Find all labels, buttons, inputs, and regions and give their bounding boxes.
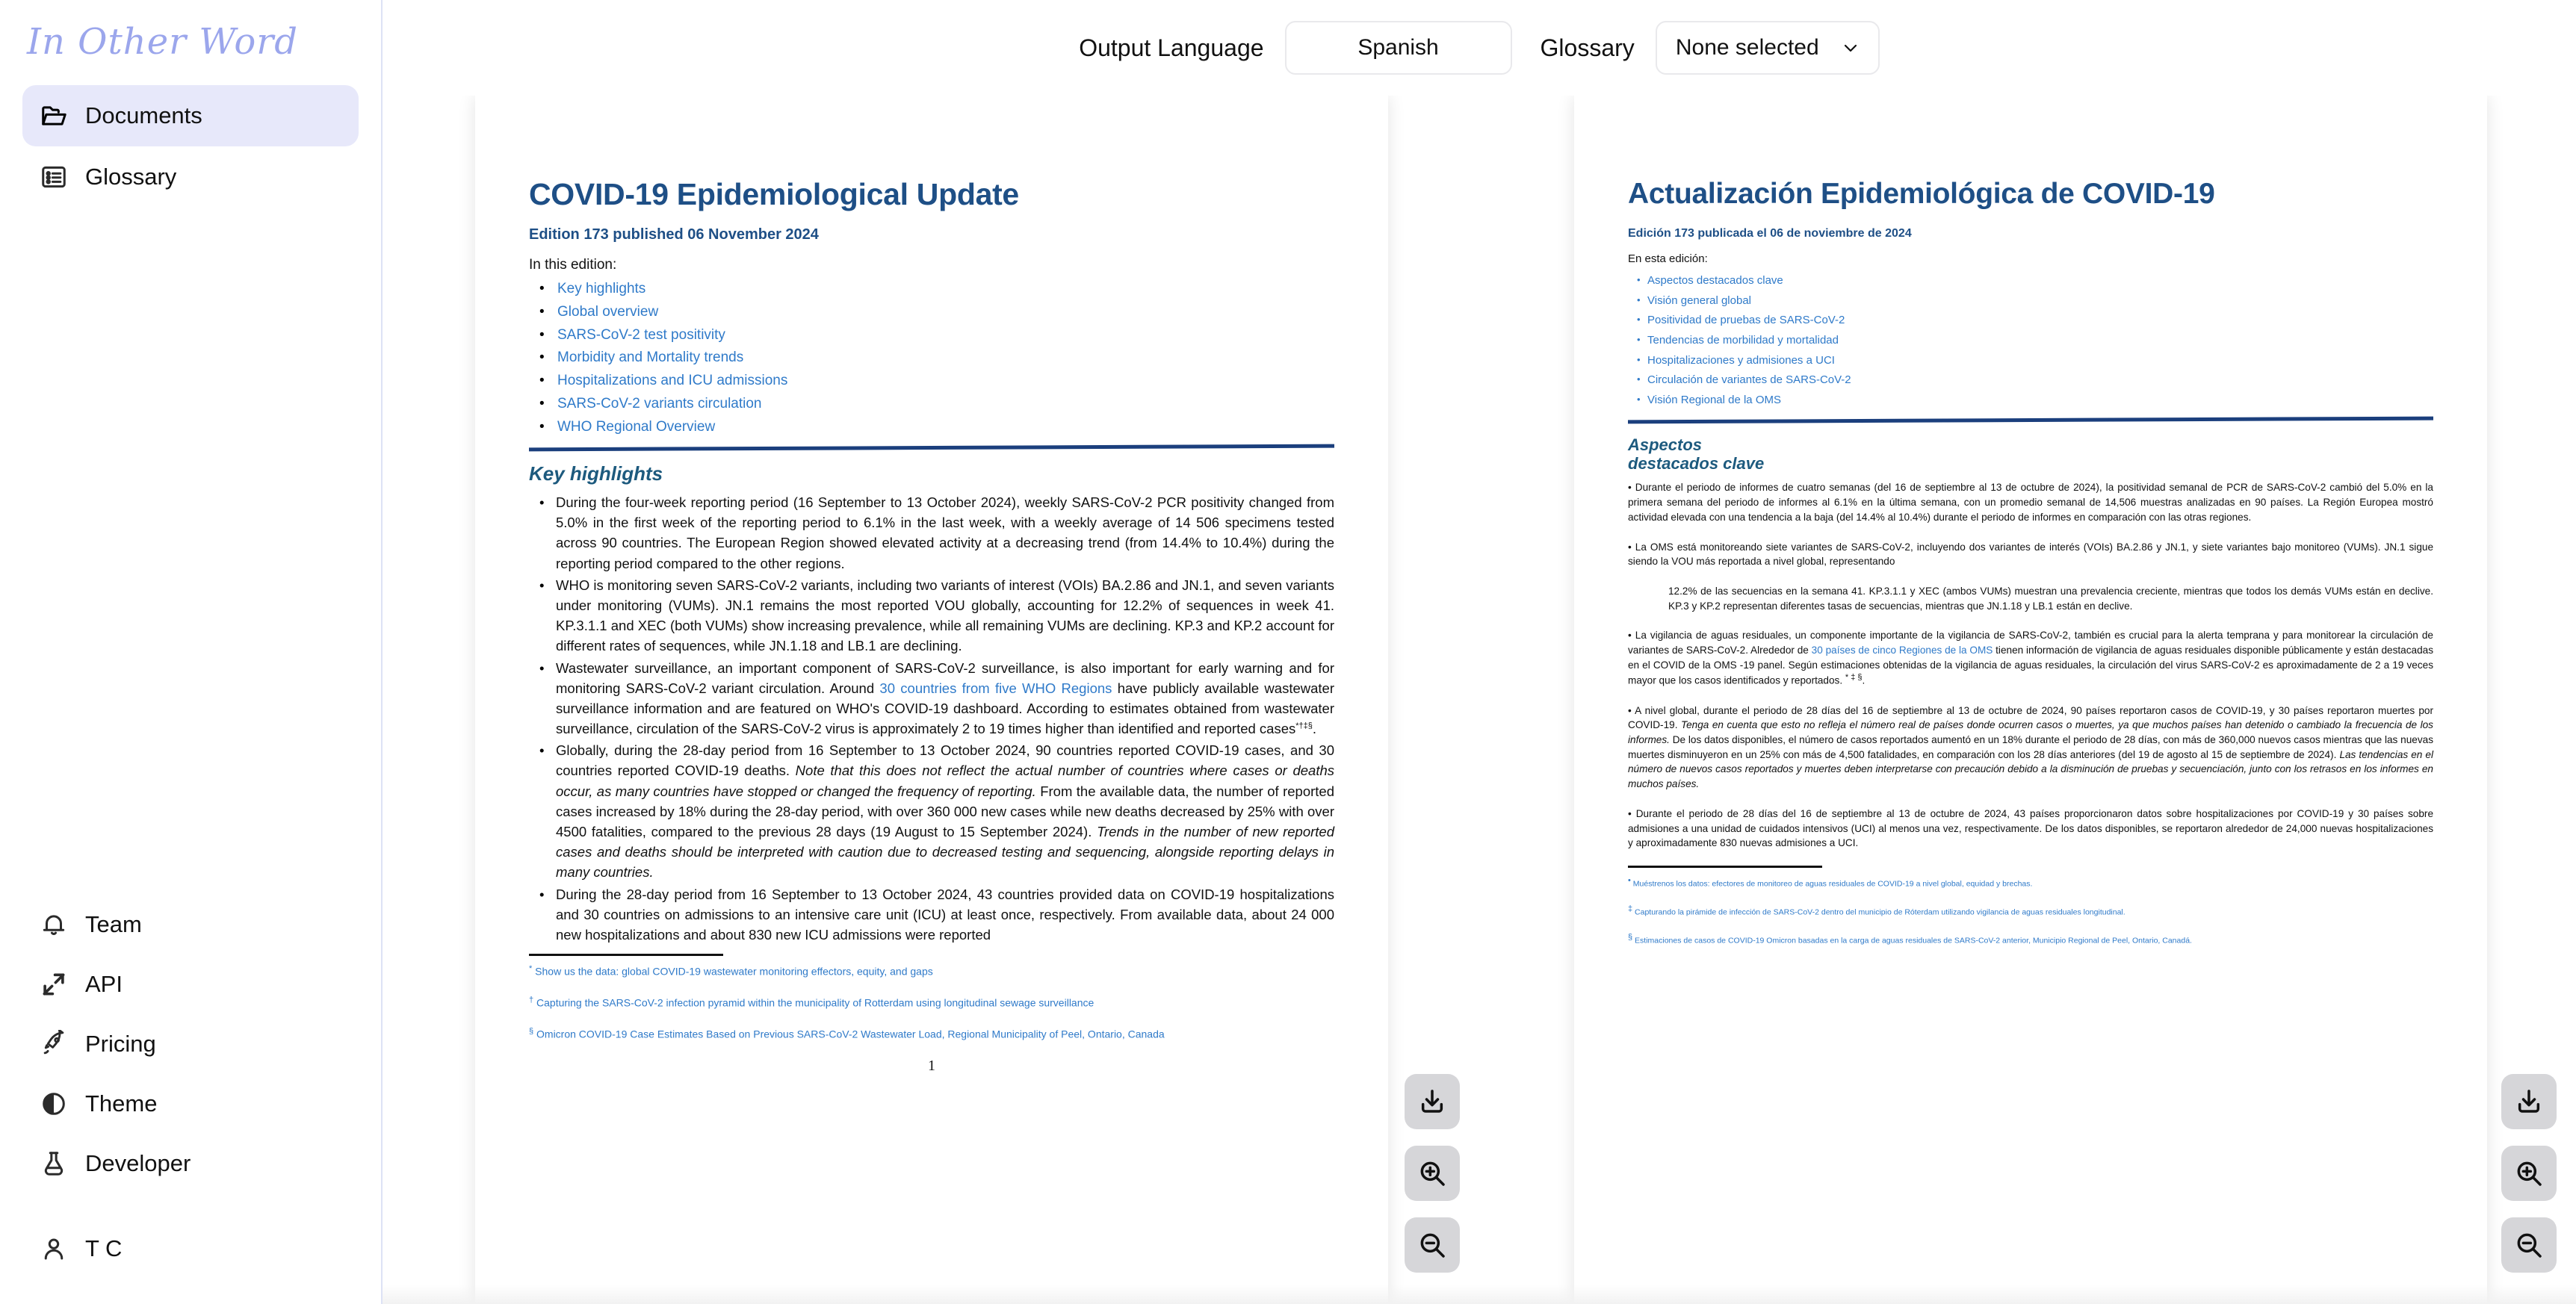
target-section-heading-line2: destacados clave (1628, 454, 1765, 474)
zoom-in-button[interactable] (1405, 1146, 1460, 1201)
sidebar-item-developer[interactable] (22, 1134, 359, 1193)
source-toc-item[interactable]: • WHO Regional Overview (529, 416, 1334, 439)
nav-spacer (22, 1193, 359, 1219)
sidebar-item-api[interactable] (22, 954, 359, 1014)
doc-bullet (529, 575, 1334, 656)
doc-text: • Durante el periodo de 28 días del 16 de septiembre al 13 de octubre de 2024, 43 países proporcionaron datos sobre hospitalizaciones por COVID-19 y 30 países sobre admisiones a una unidad de cuidados intensivos (UCI) al menos una vez, respectivamente. De los datos disponibles, se reportaron alrededor de 24,000 nuevas hospitalizaciones y aproximadamente 830 nuevas admisiones a UCI. (1628, 807, 2433, 849)
footnote[interactable] (529, 995, 1334, 1010)
zoom-out-button[interactable] (2501, 1217, 2557, 1273)
target-footnotes (1628, 875, 2433, 946)
rocket-icon (39, 1029, 69, 1059)
download-button[interactable] (1405, 1074, 1460, 1129)
doc-link[interactable]: 30 countries from five WHO Regions (879, 680, 1112, 696)
sidebar-item-glossary[interactable] (22, 146, 359, 208)
footnote-marker: § (529, 1026, 534, 1036)
source-header-rule (529, 444, 1334, 452)
target-toc-item[interactable]: • Positividad de pruebas de SARS-CoV-2 (1628, 311, 2433, 331)
footnote[interactable] (1628, 904, 2433, 918)
doc-bullet (529, 658, 1334, 739)
doc-bullet (529, 492, 1334, 574)
doc-paragraph (1628, 480, 2433, 524)
source-section-heading: Key highlights (529, 462, 663, 485)
sidebar-item-pricing[interactable] (22, 1014, 359, 1074)
sidebar-item-documents[interactable] (22, 85, 359, 146)
doc-text: 12.2% de las secuencias en la semana 41. KP.3.1.1 y XEC (ambos VUMs) muestran una prevalencia creciente, mientras que todos los demás VUMs están en declive. KP.3 y KP.2 representan diferentes tasas de secuencias, mientras que JN.1.18 y LB.1 están en declive. (1668, 585, 2433, 612)
footnote[interactable] (1628, 875, 2433, 889)
target-section-heading (1628, 435, 2433, 474)
footnote-text: Estimaciones de casos de COVID-19 Omicron basadas en la carga de aguas residuales de SARS-CoV-2 anterior, Municipio Regional de Peel, Ontario, Canadá. (1632, 936, 2192, 946)
footnote-marker: * (529, 964, 533, 974)
doc-paragraph (1628, 628, 2433, 688)
glossary-label: Glossary (1540, 34, 1635, 61)
zoom-in-icon (2514, 1158, 2544, 1188)
doc-text: WHO is monitoring seven SARS-CoV-2 variants, including two variants of interest (VOIs) BA.2.86 and JN.1, and seven variants under monitoring (VUMs). JN.1 remains the most reported VOU globally, accounting for 12.2% of sequences in week 41. KP.3.1.1 and XEC (both VUMs) show increasing prevalence, while all remaining VUMs are declining. KP.3 and KP.2 account for different rates of sequences, while JN.1.18 and LB.1 are declining. (556, 577, 1334, 654)
target-toc-item[interactable]: • Circulación de variantes de SARS-CoV-2 (1628, 370, 2433, 391)
source-doc-title: COVID-19 Epidemiological Update (529, 177, 1019, 211)
doc-paragraph (1628, 807, 2433, 851)
folder-open-icon (39, 101, 69, 131)
download-icon (2514, 1087, 2544, 1117)
doc-emphasis: Tenga en cuenta que esto no refleja el número real de países donde ocurren casos o muertes, ya que muchos países han detenido o cambiado la frecuencia de los informes. (1628, 719, 2433, 746)
doc-text: • La OMS está monitoreando siete variantes de SARS-CoV-2, incluyendo dos variantes de interés (VOIs) BA.2.86 y JN.1, y siete variantes bajo monitoreo (VUMs). JN.1 sigue siendo la VOU más reportada a nivel global, representando (1628, 541, 2433, 568)
target-footnote-rule (1628, 866, 1822, 868)
footnote-text: Capturando la pirámide de infección de SARS-CoV-2 dentro del municipio de Róterdam utilizando vigilancia de aguas residuales longitudinal. (1632, 907, 2125, 917)
target-doc-subtitle: Edición 173 publicada el 06 de noviembre de 2024 (1628, 227, 1912, 240)
chevron-down-icon (1842, 39, 1860, 57)
doc-text: During the 28-day period from 16 September to 13 October 2024, 43 countries provided data on COVID-19 hospitalizations and 30 countries on admissions to an intensive care unit (ICU) at least once, respectively. From available data, about 24 000 new hospitalizations and about 830 new ICU admissions were reported (556, 886, 1334, 943)
target-section-heading-line1: Aspectos (1628, 435, 1703, 454)
doc-text: . (1312, 721, 1317, 737)
list-box-icon (39, 162, 69, 192)
source-toc-item[interactable]: • Key highlights (529, 278, 1334, 301)
doc-text: During the four-week reporting period (16 September to 13 October 2024), weekly SARS-CoV-2 PCR positivity changed from 5.0% in the first week of the reporting period to 6.1% in the last week, with a weekly average of 14 506 specimens tested across 90 countries. The European Region showed elevated activity at a decreasing trend (from 14.4% to 10.4%) during the reporting period compared to the other regions. (556, 494, 1334, 571)
footnote[interactable] (1628, 932, 2433, 946)
footnote-marker: † (529, 996, 534, 1005)
footnote-text: Show us the data: global COVID-19 wastewater monitoring effectors, equity, and gaps (532, 965, 933, 978)
doc-paragraph (1628, 704, 2433, 792)
sidebar-item-label: API (85, 971, 123, 997)
source-toc-item[interactable]: • SARS-CoV-2 variants circulation (529, 393, 1334, 416)
footnote-marker: • (1628, 876, 1631, 885)
doc-text: • La vigilancia de aguas residuales, un componente importante de la vigilancia de SARS-CoV-2, también es crucial para la alerta temprana y para monitorear la circulación de variantes de SARS-CoV-2. Alrededor de (1628, 630, 2433, 656)
sidebar-item-account[interactable] (22, 1219, 359, 1279)
doc-text: Wastewater surveillance, an important component of SARS-CoV-2 surveillance, is also important for early warning and for monitoring SARS-CoV-2 variant circulation. Around (556, 659, 1334, 696)
flask-icon (39, 1149, 69, 1179)
sidebar-primary-nav (0, 85, 381, 208)
doc-paragraph (1628, 540, 2433, 569)
sidebar (0, 0, 383, 1304)
target-toc-item[interactable]: • Visión general global (1628, 291, 2433, 311)
doc-emphasis: Note that this does not reflect the actual number of countries where cases or deaths occur, as many countries have stopped or changed the frequency of reporting. (556, 763, 1334, 799)
source-footnote-rule (529, 954, 723, 956)
footnote[interactable] (529, 1026, 1334, 1041)
target-page (1574, 96, 2487, 1304)
doc-text: • A nivel global, durante el periodo de 28 días del 16 de septiembre al 13 de octubre de 2024, 90 países reportaron casos de COVID-19, y 30 países reportaron muertes por COVID-19. (1628, 704, 2433, 731)
source-footnotes (529, 963, 1334, 1041)
sidebar-item-label: Developer (85, 1150, 191, 1176)
footnote-marker: ‡ (1628, 904, 1633, 914)
footnote-text: Capturing the SARS-CoV-2 infection pyramid within the municipality of Rotterdam using longitudinal sewage surveillance (533, 996, 1095, 1009)
target-header-rule (1628, 416, 2433, 423)
doc-text: tienen información de vigilancia de aguas residuales disponible públicamente y están destacadas en el COVID de la OMS -19 panel. Según estimaciones obtenidas de la vigilancia de aguas residuales, la circulación del virus SARS-CoV-2 es aproximadamente de 2 a 19 veces mayor que los casos identificados y reportados. (1628, 645, 2433, 686)
zoom-out-icon (1417, 1230, 1447, 1260)
target-toc-item[interactable]: • Aspectos destacados clave (1628, 271, 2433, 291)
glossary-select-value: None selected (1675, 35, 1819, 60)
doc-text: • Durante el periodo de informes de cuatro semanas (del 16 de septiembre al 13 de octubre de 2024), la positividad semanal de PCR de SARS-CoV-2 cambió del 5.0% en la primera semana del periodo de informes al 6.1% en la última semana, con un promedio semanal de 14,506 muestras analizadas en 90 países. La Región Europea mostró actividad elevada con una tendencia a la baja (del 14.4% al 10.4%) durante el periodo de informes en comparación con las otras regiones. (1628, 482, 2433, 523)
app-logo: In Other Word (27, 21, 298, 63)
arrows-collapse-icon (39, 969, 69, 999)
target-document-pane[interactable] (1479, 96, 2576, 1304)
output-language-label: Output Language (1079, 34, 1264, 61)
zoom-in-icon (1417, 1158, 1447, 1188)
source-toc-item[interactable]: • Global overview (529, 301, 1334, 324)
doc-text: Globally, during the 28-day period from 16 September to 13 October 2024, 90 countries reported COVID-19 cases, and 30 countries reported COVID-19 deaths. (556, 742, 1334, 779)
target-doc-title: Actualización Epidemiológica de COVID-19 (1628, 178, 2215, 210)
sidebar-item-theme[interactable] (22, 1074, 359, 1134)
doc-bullet (529, 740, 1334, 882)
sidebar-secondary-nav (0, 895, 381, 1304)
footnote-text: Muéstrenos los datos: efectores de monitoreo de aguas residuales de COVID-19 a nivel global, equidad y brechas. (1630, 879, 2033, 889)
footnote[interactable] (529, 963, 1334, 978)
source-pane-actions (1405, 1074, 1460, 1273)
doc-text: De los datos disponibles, el número de casos reportados aumentó en un 18% durante el periodo de 28 días, con más de 360,000 nuevos casos mientras que las nuevas muertes disminuyeron en un 25% con más de 4,500 fatalidades, en comparación con los 28 días anteriores (del 19 de agosto al 15 de septiembre de 2024). (1628, 734, 2433, 760)
footnote-marker: *†‡§ (1295, 721, 1313, 730)
bell-icon (39, 910, 69, 940)
target-toc-item[interactable]: • Hospitalizaciones y admisiones a UCI (1628, 351, 2433, 371)
target-toc-item[interactable]: • Visión Regional de la OMS (1628, 391, 2433, 411)
source-page-number: 1 (928, 1057, 935, 1074)
source-toc-item[interactable]: • Morbidity and Mortality trends (529, 347, 1334, 370)
doc-text: . (1862, 674, 1866, 686)
sidebar-spacer (0, 208, 381, 895)
footnote-marker: * ‡ § (1845, 673, 1863, 683)
doc-paragraph (1628, 584, 2433, 613)
user-icon (39, 1234, 69, 1264)
sidebar-item-team[interactable] (22, 895, 359, 954)
source-bullet-list (529, 492, 1334, 945)
account-label: T C (85, 1235, 123, 1261)
source-in-this-edition: In this edition: (529, 257, 617, 273)
source-document-pane[interactable] (383, 96, 1479, 1304)
main-area (383, 0, 2576, 1304)
doc-bullet (529, 884, 1334, 946)
top-toolbar (383, 0, 2576, 96)
source-toc (529, 278, 1334, 438)
target-pane-actions (2501, 1074, 2557, 1273)
download-icon (1417, 1087, 1447, 1117)
sidebar-item-label: Glossary (85, 164, 177, 190)
zoom-out-icon (2514, 1230, 2544, 1260)
target-in-this-edition: En esta edición: (1628, 252, 1708, 265)
source-doc-subtitle: Edition 173 published 06 November 2024 (529, 226, 819, 243)
source-page (475, 96, 1388, 1304)
sidebar-item-label: Documents (85, 102, 202, 128)
output-language-button[interactable]: Spanish (1285, 21, 1512, 75)
doc-text: have publicly available wastewater surveillance information and are featured on WHO's COVID-19 dashboard. According to estimates obtained from wastewater surveillance, circulation of the SARS-CoV-2 virus is approximately 2 to 19 times higher than identified and reported cases (556, 680, 1334, 737)
glossary-select[interactable] (1656, 21, 1880, 75)
sidebar-item-label: Theme (85, 1090, 158, 1117)
target-toc (1628, 271, 2433, 411)
doc-emphasis: Trends in the number of new reported cases and deaths should be interpreted with caution due to decreased testing and sequencing, alongside reporting delays in many countries. (556, 824, 1334, 881)
download-button[interactable] (2501, 1074, 2557, 1129)
footnote-text: Omicron COVID-19 Case Estimates Based on Previous SARS-CoV-2 Wastewater Load, Regional Municipality of Peel, Ontario, Canada (533, 1028, 1165, 1040)
source-toc-item[interactable]: • Hospitalizations and ICU admissions (529, 370, 1334, 393)
document-panes (383, 96, 2576, 1304)
half-circle-icon (39, 1089, 69, 1119)
sidebar-item-label: Team (85, 911, 142, 937)
target-toc-item[interactable]: • Tendencias de morbilidad y mortalidad (1628, 331, 2433, 351)
doc-text: From the available data, the number of reported cases increased by 18% during the 28-day period, with over 360 000 new cases while new deaths decreased by 25% with over 4500 fatalities, compared to the previous 28 days (19 August to 15 September 2024). (556, 783, 1334, 840)
zoom-out-button[interactable] (1405, 1217, 1460, 1273)
source-toc-item[interactable]: • SARS-CoV-2 test positivity (529, 324, 1334, 347)
doc-link[interactable]: 30 países de cinco Regiones de la OMS (1811, 645, 1993, 656)
footnote-marker: § (1628, 933, 1633, 943)
zoom-in-button[interactable] (2501, 1146, 2557, 1201)
doc-emphasis: Las tendencias en el número de nuevos casos reportados y muertes deben interpretarse con precaución debido a la disminución de pruebas y secuenciación, junto con los retrasos en los informes en muchos países. (1628, 748, 2434, 790)
target-body (1628, 480, 2433, 851)
sidebar-item-label: Pricing (85, 1031, 156, 1057)
